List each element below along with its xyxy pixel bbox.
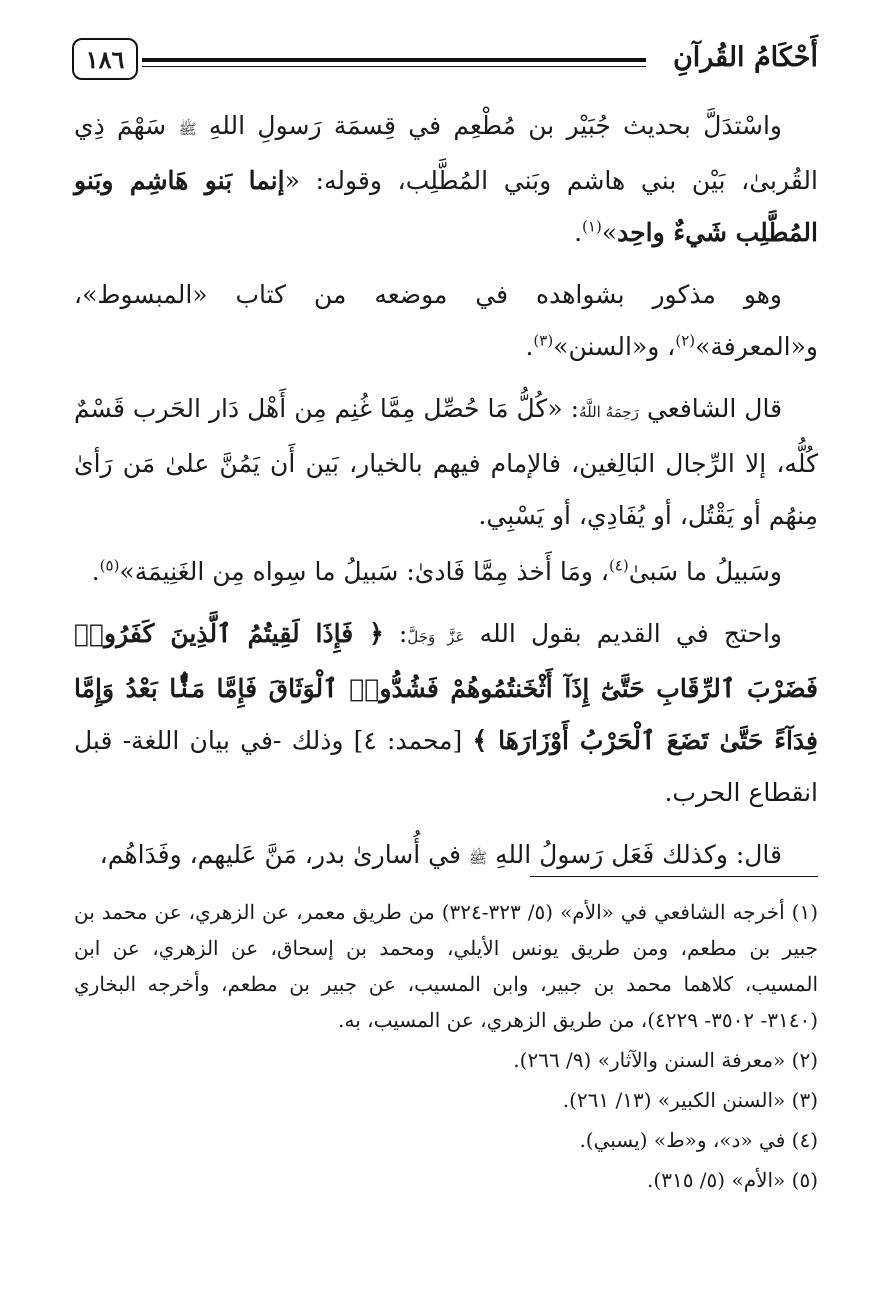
- text-span: :: [398, 619, 408, 648]
- footnote-ref[interactable]: (١): [582, 217, 602, 236]
- text-span: .: [525, 332, 534, 361]
- text-span: واسْتدَلَّ بحديث جُبَيْر بن مُطْعِم في قِسمَة رَسولِ اللهِ: [208, 111, 782, 140]
- footnotes: [74, 894, 818, 1202]
- main-text: [74, 100, 818, 894]
- footnote: (٥) «الأم» (٥/ ٣١٥).: [647, 1168, 818, 1192]
- honorific-glyph: ﷺ: [178, 120, 197, 138]
- header-rule: [142, 58, 646, 67]
- text-span: [محمد: ٤] وذلك -في بيان اللغة- قبل انقطاع الحرب.: [74, 726, 818, 807]
- footnote: (٢) «معرفة السنن والآثار» (٩/ ٢٦٦).: [513, 1048, 818, 1072]
- footnote-ref[interactable]: (٤): [608, 556, 629, 575]
- honorific-glyph: عَزَّ وَجَلَّ: [407, 628, 465, 646]
- footnote: (٤) في «د»، و«ط» (يسبي).: [579, 1128, 818, 1152]
- text-span: قال: وكذلك فَعَل رَسولُ اللهِ: [494, 840, 782, 869]
- footnote-ref[interactable]: (٥): [99, 556, 120, 575]
- text-span: سَهْمَ ذِي القُربىٰ، بَيْن بني هاشم وبَني المُطَّلِب، وقوله: «: [74, 111, 818, 195]
- text-span: .: [574, 218, 583, 247]
- footnote-ref[interactable]: (٣): [533, 331, 554, 350]
- paragraph: [74, 546, 818, 598]
- paragraph: [74, 269, 818, 373]
- footnote: (١) أخرجه الشافعي في «الأم» (٥/ ٣٢٣-٣٢٤) من طريق معمر، عن الزهري، عن محمد بن جبير بن مطعم، ومن طريق يونس الأيلي، ومحمد بن إسحاق، عن الزهري، عن ابن المسيب، كلاهما محمد بن جبير، وابن المسيب، عن جبير بن مطعم، وأخرجه البخاري (٣١٤٠- ٣٥٠٢- ٤٢٢٩)، من طريق الزهري، عن المسيب، به.: [74, 900, 819, 1032]
- text-span: ، و«السنن»: [553, 332, 676, 361]
- page-header: [72, 38, 818, 86]
- footnote-ref[interactable]: (٢): [675, 331, 696, 350]
- text-span: .: [91, 557, 100, 586]
- page-number-badge: ١٨٦: [72, 38, 138, 80]
- paragraph: [74, 100, 818, 259]
- hadith-quote: إنما بَنو هَاشِم وبَنو المُطَّلِب شَيءٌ واحِد: [74, 166, 818, 247]
- text-span: وهو مذكور بشواهده في موضعه من كتاب «المبسوط»، و«المعرفة»: [74, 280, 818, 361]
- text-span: في أُسارىٰ بدر، مَنَّ عَليهم، وفَدَاهُم،: [99, 840, 461, 869]
- text-span: وسَبيلُ ما سَبىٰ: [628, 557, 782, 586]
- honorific-glyph: رَحِمَهُ اللَّهُ: [579, 403, 639, 421]
- text-span: ، ومَا أَخذ مِمَّا فَادىٰ: سَبيلُ ما سِواه مِن الغَنِيمَة»: [119, 557, 609, 586]
- running-title: أَحْكَامُ القُرآنِ: [672, 42, 818, 73]
- footnote-separator: [530, 876, 818, 877]
- quran-verse: ﴿ فَإِذَا لَقِيتُمُ ٱلَّذِينَ كَفَرُوا۟ فَضَرْبَ ٱلرِّقَابِ حَتَّىٰٓ إِذَآ أَثْخَنتُمُوهُمْ فَشُدُّوا۟ ٱلْوَثَاقَ فَإِمَّا مَنًّۢا بَعْدُ وَإِمَّا فِدَآءً حَتَّىٰ تَضَعَ ٱلْحَرْبُ أَوْزَارَهَا ﴾: [74, 619, 818, 755]
- footnote: (٣) «السنن الكبير» (١٣/ ٢٦١).: [562, 1088, 818, 1112]
- text-span: : «كُلُّ مَا حُصِّل مِمَّا غُنِم مِن أَهْل دَار الحَرب قَسْمٌ كُلُّه، إلا الرِّجال البَالِغين، فالإمام فيهم بالخيار، بَين أَن يَمُنَّ علىٰ مَن رَأىٰ مِنهُم أو يَقْتُل، أو يُفَادِي، أو يَسْبِي.: [74, 394, 818, 530]
- honorific-glyph: ﷺ: [468, 849, 488, 867]
- text-span: قال الشافعي: [646, 394, 783, 423]
- text-span: واحتج في القديم بقول الله: [479, 619, 782, 648]
- text-span: »: [601, 218, 618, 247]
- paragraph: [74, 608, 818, 819]
- paragraph: [74, 383, 818, 542]
